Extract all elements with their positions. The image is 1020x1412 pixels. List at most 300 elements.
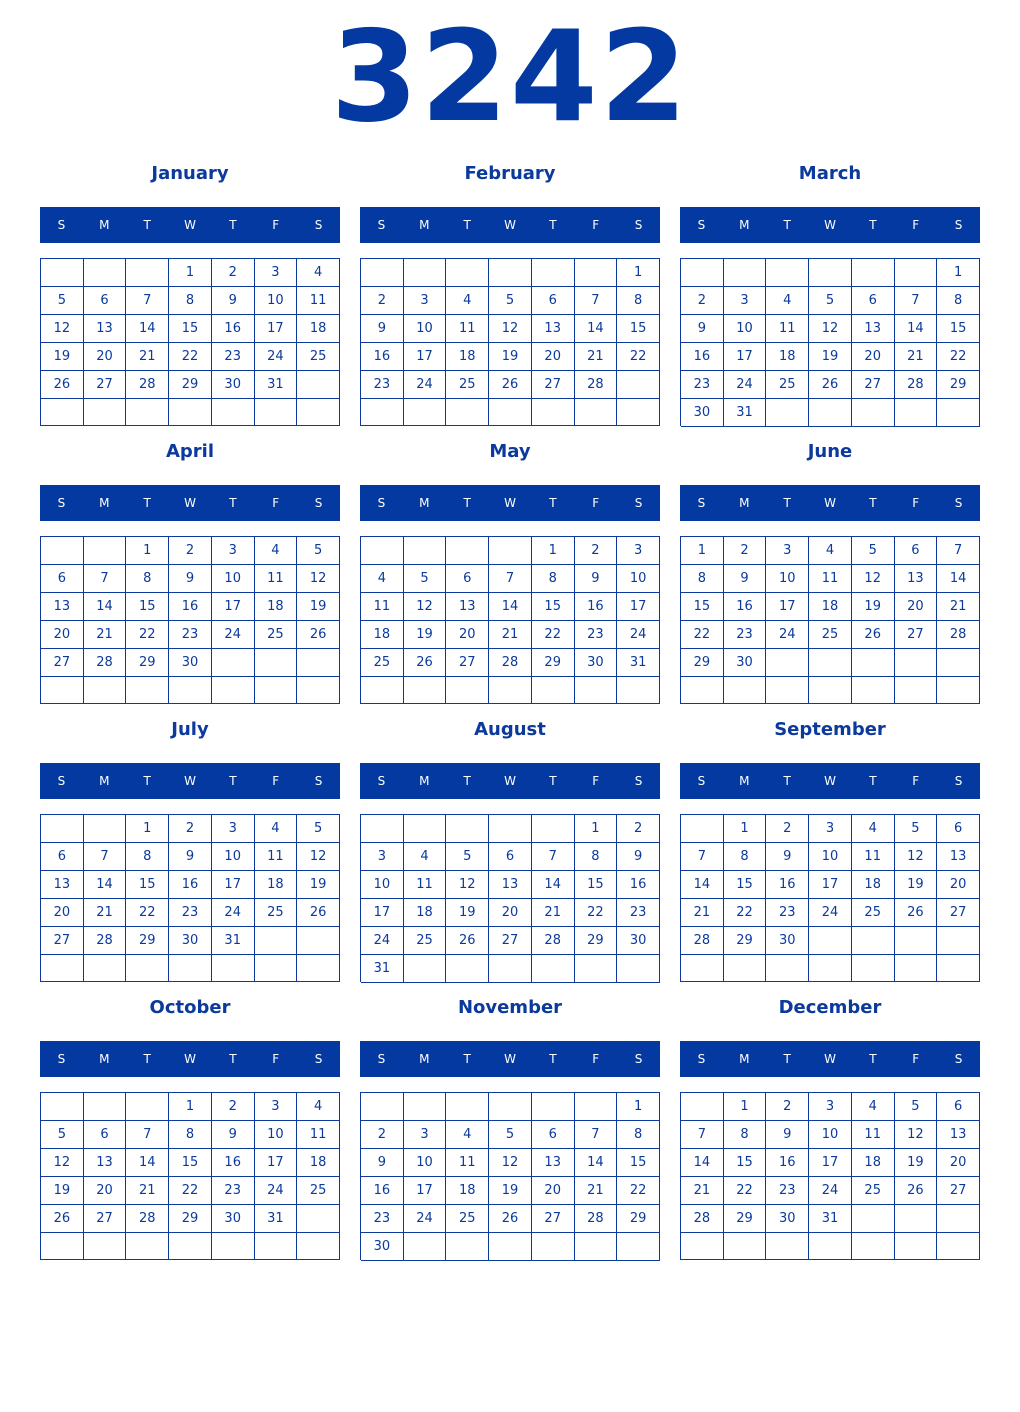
empty-day-cell [617, 677, 660, 704]
day-cell: 12 [895, 843, 938, 871]
day-cell: 20 [84, 343, 127, 371]
empty-day-cell [297, 371, 340, 399]
day-cell: 27 [937, 1177, 980, 1205]
weekday-label: T [549, 774, 557, 788]
empty-day-cell [532, 1093, 575, 1121]
day-cell: 11 [809, 565, 852, 593]
empty-day-cell [41, 537, 84, 565]
day-cell: 30 [169, 927, 212, 955]
day-cell: 2 [766, 815, 809, 843]
day-cell: 29 [937, 371, 980, 399]
day-cell: 10 [361, 871, 404, 899]
empty-day-cell [169, 955, 212, 982]
day-cell: 20 [937, 871, 980, 899]
day-cell: 7 [84, 565, 127, 593]
empty-day-cell [489, 955, 532, 983]
day-cell: 25 [361, 649, 404, 677]
empty-day-cell [532, 399, 575, 426]
day-cell: 26 [895, 899, 938, 927]
year-title: 3242 [330, 3, 690, 150]
day-grid [40, 536, 340, 704]
day-cell: 19 [297, 593, 340, 621]
day-cell: 29 [724, 927, 767, 955]
day-cell: 2 [617, 815, 660, 843]
empty-day-cell [446, 259, 489, 287]
empty-day-cell [766, 259, 809, 287]
day-grid [680, 258, 980, 426]
weekday-label: M [99, 218, 110, 232]
day-cell: 3 [809, 1093, 852, 1121]
day-cell: 12 [41, 315, 84, 343]
day-cell: 3 [766, 537, 809, 565]
day-cell: 5 [895, 815, 938, 843]
day-cell: 17 [724, 343, 767, 371]
day-cell: 3 [404, 287, 447, 315]
day-cell: 1 [169, 1093, 212, 1121]
day-cell: 5 [489, 287, 532, 315]
weekday-label: M [739, 218, 750, 232]
day-cell: 7 [937, 537, 980, 565]
weekday-label: T [229, 496, 237, 510]
weekday-header [680, 485, 980, 521]
day-cell: 9 [361, 315, 404, 343]
day-grid [360, 258, 660, 426]
day-cell: 13 [895, 565, 938, 593]
day-cell: 22 [617, 1177, 660, 1205]
weekday-label: W [824, 774, 836, 788]
day-cell: 6 [532, 1121, 575, 1149]
empty-day-cell [617, 1233, 660, 1261]
day-cell: 13 [446, 593, 489, 621]
day-cell: 15 [126, 871, 169, 899]
weekday-label: S [314, 774, 323, 788]
weekday-label: S [954, 496, 963, 510]
day-cell: 8 [617, 1121, 660, 1149]
empty-day-cell [895, 955, 938, 982]
empty-day-cell [532, 259, 575, 287]
empty-day-cell [212, 1233, 255, 1260]
day-cell: 21 [84, 899, 127, 927]
weekday-label: F [272, 496, 280, 510]
weekday-label: T [869, 496, 877, 510]
day-cell: 24 [255, 1177, 298, 1205]
month-title: April [165, 441, 215, 462]
day-cell: 14 [575, 315, 618, 343]
day-cell: 21 [532, 899, 575, 927]
day-cell: 10 [255, 287, 298, 315]
empty-day-cell [575, 955, 618, 983]
day-grid [680, 1092, 980, 1260]
day-cell: 7 [489, 565, 532, 593]
weekday-label: S [377, 218, 386, 232]
weekday-label: T [783, 496, 791, 510]
weekday-label: F [912, 218, 920, 232]
day-cell: 6 [84, 1121, 127, 1149]
empty-day-cell [361, 399, 404, 426]
empty-day-cell [937, 677, 980, 704]
day-cell: 30 [766, 927, 809, 955]
weekday-label: T [869, 218, 877, 232]
day-cell: 10 [766, 565, 809, 593]
empty-day-cell [852, 1205, 895, 1233]
day-cell: 21 [681, 899, 724, 927]
day-cell: 25 [809, 621, 852, 649]
day-cell: 7 [575, 1121, 618, 1149]
day-cell: 14 [937, 565, 980, 593]
day-cell: 14 [575, 1149, 618, 1177]
day-cell: 16 [575, 593, 618, 621]
day-cell: 11 [255, 565, 298, 593]
empty-day-cell [41, 1093, 84, 1121]
day-cell: 24 [212, 899, 255, 927]
day-cell: 20 [84, 1177, 127, 1205]
day-cell: 9 [766, 1121, 809, 1149]
day-grid [40, 814, 340, 982]
day-cell: 14 [489, 593, 532, 621]
day-cell: 6 [532, 287, 575, 315]
empty-day-cell [361, 677, 404, 704]
weekday-label: S [377, 496, 386, 510]
day-cell: 25 [255, 621, 298, 649]
day-cell: 31 [255, 1205, 298, 1233]
day-cell: 26 [297, 621, 340, 649]
day-cell: 2 [681, 287, 724, 315]
day-cell: 24 [361, 927, 404, 955]
day-cell: 12 [297, 843, 340, 871]
empty-day-cell [681, 259, 724, 287]
day-cell: 22 [724, 899, 767, 927]
day-cell: 26 [852, 621, 895, 649]
empty-day-cell [937, 955, 980, 982]
day-cell: 5 [809, 287, 852, 315]
day-cell: 26 [809, 371, 852, 399]
empty-day-cell [809, 955, 852, 982]
weekday-header [360, 485, 660, 521]
weekday-label: S [314, 1052, 323, 1066]
day-cell: 5 [41, 287, 84, 315]
empty-day-cell [361, 815, 404, 843]
day-cell: 28 [575, 371, 618, 399]
weekday-label: W [184, 218, 196, 232]
day-cell: 11 [255, 843, 298, 871]
empty-day-cell [212, 955, 255, 982]
day-cell: 1 [126, 815, 169, 843]
day-cell: 23 [766, 1177, 809, 1205]
day-cell: 29 [532, 649, 575, 677]
day-cell: 1 [681, 537, 724, 565]
empty-day-cell [532, 1233, 575, 1261]
day-cell: 4 [852, 815, 895, 843]
day-cell: 22 [169, 1177, 212, 1205]
day-cell: 10 [404, 315, 447, 343]
day-cell: 7 [532, 843, 575, 871]
day-cell: 19 [41, 343, 84, 371]
day-cell: 26 [895, 1177, 938, 1205]
month-title: January [151, 163, 229, 184]
day-cell: 18 [361, 621, 404, 649]
day-grid [360, 814, 660, 982]
day-cell: 27 [852, 371, 895, 399]
day-cell: 17 [617, 593, 660, 621]
day-cell: 14 [126, 315, 169, 343]
day-cell: 25 [297, 1177, 340, 1205]
day-cell: 10 [617, 565, 660, 593]
empty-day-cell [297, 927, 340, 955]
day-cell: 11 [852, 1121, 895, 1149]
day-cell: 19 [297, 871, 340, 899]
weekday-label: S [634, 1052, 643, 1066]
day-cell: 20 [937, 1149, 980, 1177]
day-cell: 2 [169, 537, 212, 565]
empty-day-cell [255, 1233, 298, 1260]
empty-day-cell [809, 259, 852, 287]
day-cell: 2 [766, 1093, 809, 1121]
day-cell: 29 [724, 1205, 767, 1233]
day-cell: 21 [575, 343, 618, 371]
weekday-label: M [99, 1052, 110, 1066]
empty-day-cell [361, 1093, 404, 1121]
day-cell: 18 [297, 1149, 340, 1177]
empty-day-cell [446, 1233, 489, 1261]
weekday-label: M [419, 218, 430, 232]
weekday-label: T [143, 218, 151, 232]
day-cell: 20 [446, 621, 489, 649]
empty-day-cell [255, 677, 298, 704]
day-cell: 3 [255, 1093, 298, 1121]
empty-day-cell [895, 259, 938, 287]
day-cell: 21 [895, 343, 938, 371]
day-cell: 30 [724, 649, 767, 677]
weekday-label: W [504, 774, 516, 788]
day-cell: 7 [895, 287, 938, 315]
day-cell: 21 [126, 1177, 169, 1205]
day-cell: 8 [575, 843, 618, 871]
empty-day-cell [169, 399, 212, 426]
empty-day-cell [575, 259, 618, 287]
day-cell: 16 [681, 343, 724, 371]
day-cell: 24 [766, 621, 809, 649]
day-cell: 7 [126, 1121, 169, 1149]
empty-day-cell [126, 399, 169, 426]
day-cell: 25 [446, 1205, 489, 1233]
empty-day-cell [724, 955, 767, 982]
empty-day-cell [41, 815, 84, 843]
day-cell: 5 [297, 537, 340, 565]
day-cell: 25 [255, 899, 298, 927]
weekday-label: S [697, 496, 706, 510]
day-cell: 1 [169, 259, 212, 287]
weekday-label: F [592, 1052, 600, 1066]
day-cell: 8 [532, 565, 575, 593]
day-cell: 3 [255, 259, 298, 287]
empty-day-cell [255, 649, 298, 677]
day-cell: 26 [41, 1205, 84, 1233]
day-cell: 28 [895, 371, 938, 399]
weekday-header [360, 763, 660, 799]
weekday-label: S [634, 218, 643, 232]
day-cell: 16 [169, 871, 212, 899]
day-cell: 13 [489, 871, 532, 899]
empty-day-cell [169, 1233, 212, 1260]
empty-day-cell [852, 399, 895, 427]
day-cell: 24 [404, 371, 447, 399]
day-cell: 21 [84, 621, 127, 649]
weekday-label: S [57, 496, 66, 510]
weekday-label: T [549, 1052, 557, 1066]
empty-day-cell [852, 677, 895, 704]
day-cell: 6 [852, 287, 895, 315]
day-cell: 25 [446, 371, 489, 399]
weekday-header [40, 1041, 340, 1077]
empty-day-cell [617, 399, 660, 426]
day-cell: 28 [489, 649, 532, 677]
empty-day-cell [361, 259, 404, 287]
weekday-label: F [912, 774, 920, 788]
day-cell: 27 [41, 927, 84, 955]
day-cell: 19 [852, 593, 895, 621]
day-cell: 16 [361, 343, 404, 371]
weekday-label: S [314, 496, 323, 510]
day-cell: 6 [41, 843, 84, 871]
empty-day-cell [404, 955, 447, 983]
day-cell: 11 [852, 843, 895, 871]
day-cell: 13 [532, 1149, 575, 1177]
day-cell: 13 [41, 593, 84, 621]
month-july [40, 716, 340, 982]
day-cell: 8 [937, 287, 980, 315]
day-cell: 1 [126, 537, 169, 565]
day-cell: 17 [766, 593, 809, 621]
empty-day-cell [41, 399, 84, 426]
weekday-label: W [824, 1052, 836, 1066]
empty-day-cell [766, 955, 809, 982]
day-cell: 16 [766, 1149, 809, 1177]
empty-day-cell [766, 677, 809, 704]
day-cell: 31 [809, 1205, 852, 1233]
day-cell: 30 [766, 1205, 809, 1233]
weekday-label: S [57, 1052, 66, 1066]
day-cell: 17 [404, 343, 447, 371]
month-december [680, 994, 980, 1260]
month-title: February [464, 163, 556, 184]
day-cell: 4 [446, 1121, 489, 1149]
empty-day-cell [446, 537, 489, 565]
empty-day-cell [681, 1093, 724, 1121]
weekday-header [40, 485, 340, 521]
day-cell: 29 [617, 1205, 660, 1233]
weekday-label: S [314, 218, 323, 232]
day-cell: 17 [809, 871, 852, 899]
day-cell: 27 [84, 371, 127, 399]
day-cell: 6 [937, 1093, 980, 1121]
day-cell: 7 [681, 843, 724, 871]
day-cell: 13 [41, 871, 84, 899]
month-june [680, 438, 980, 704]
empty-day-cell [404, 815, 447, 843]
day-cell: 17 [404, 1177, 447, 1205]
day-cell: 24 [809, 899, 852, 927]
weekday-header [680, 763, 980, 799]
day-cell: 10 [809, 843, 852, 871]
weekday-label: T [549, 218, 557, 232]
day-cell: 15 [169, 315, 212, 343]
day-cell: 23 [169, 621, 212, 649]
day-cell: 17 [255, 1149, 298, 1177]
day-cell: 6 [937, 815, 980, 843]
day-grid [360, 1092, 660, 1260]
day-cell: 24 [255, 343, 298, 371]
day-cell: 26 [489, 371, 532, 399]
day-cell: 19 [895, 871, 938, 899]
day-cell: 13 [937, 843, 980, 871]
day-cell: 15 [937, 315, 980, 343]
day-cell: 28 [84, 927, 127, 955]
weekday-label: F [592, 218, 600, 232]
day-cell: 23 [724, 621, 767, 649]
day-cell: 19 [41, 1177, 84, 1205]
day-cell: 9 [681, 315, 724, 343]
day-cell: 9 [169, 843, 212, 871]
day-cell: 9 [724, 565, 767, 593]
empty-day-cell [937, 1233, 980, 1260]
weekday-label: S [634, 774, 643, 788]
day-cell: 2 [575, 537, 618, 565]
day-cell: 2 [212, 259, 255, 287]
day-cell: 3 [724, 287, 767, 315]
empty-day-cell [937, 1205, 980, 1233]
day-cell: 3 [809, 815, 852, 843]
day-cell: 8 [126, 565, 169, 593]
weekday-label: M [99, 774, 110, 788]
weekday-label: F [592, 496, 600, 510]
day-grid [360, 536, 660, 704]
day-cell: 26 [446, 927, 489, 955]
day-cell: 15 [617, 1149, 660, 1177]
day-cell: 14 [84, 593, 127, 621]
month-title: December [778, 997, 882, 1018]
day-cell: 27 [41, 649, 84, 677]
day-cell: 15 [532, 593, 575, 621]
day-cell: 12 [489, 1149, 532, 1177]
day-cell: 25 [297, 343, 340, 371]
day-cell: 15 [575, 871, 618, 899]
empty-day-cell [84, 1233, 127, 1260]
weekday-label: S [634, 496, 643, 510]
day-cell: 9 [212, 1121, 255, 1149]
day-cell: 3 [617, 537, 660, 565]
day-cell: 1 [617, 259, 660, 287]
weekday-label: T [143, 1052, 151, 1066]
day-cell: 24 [809, 1177, 852, 1205]
day-cell: 1 [575, 815, 618, 843]
empty-day-cell [84, 677, 127, 704]
day-cell: 2 [169, 815, 212, 843]
day-cell: 12 [852, 565, 895, 593]
day-cell: 12 [404, 593, 447, 621]
day-cell: 20 [41, 621, 84, 649]
weekday-label: S [954, 1052, 963, 1066]
day-cell: 15 [724, 1149, 767, 1177]
day-cell: 11 [297, 287, 340, 315]
day-cell: 17 [255, 315, 298, 343]
day-cell: 6 [895, 537, 938, 565]
day-grid [680, 814, 980, 982]
empty-day-cell [895, 1205, 938, 1233]
day-cell: 19 [446, 899, 489, 927]
day-cell: 8 [724, 843, 767, 871]
day-cell: 30 [212, 371, 255, 399]
empty-day-cell [575, 1093, 618, 1121]
